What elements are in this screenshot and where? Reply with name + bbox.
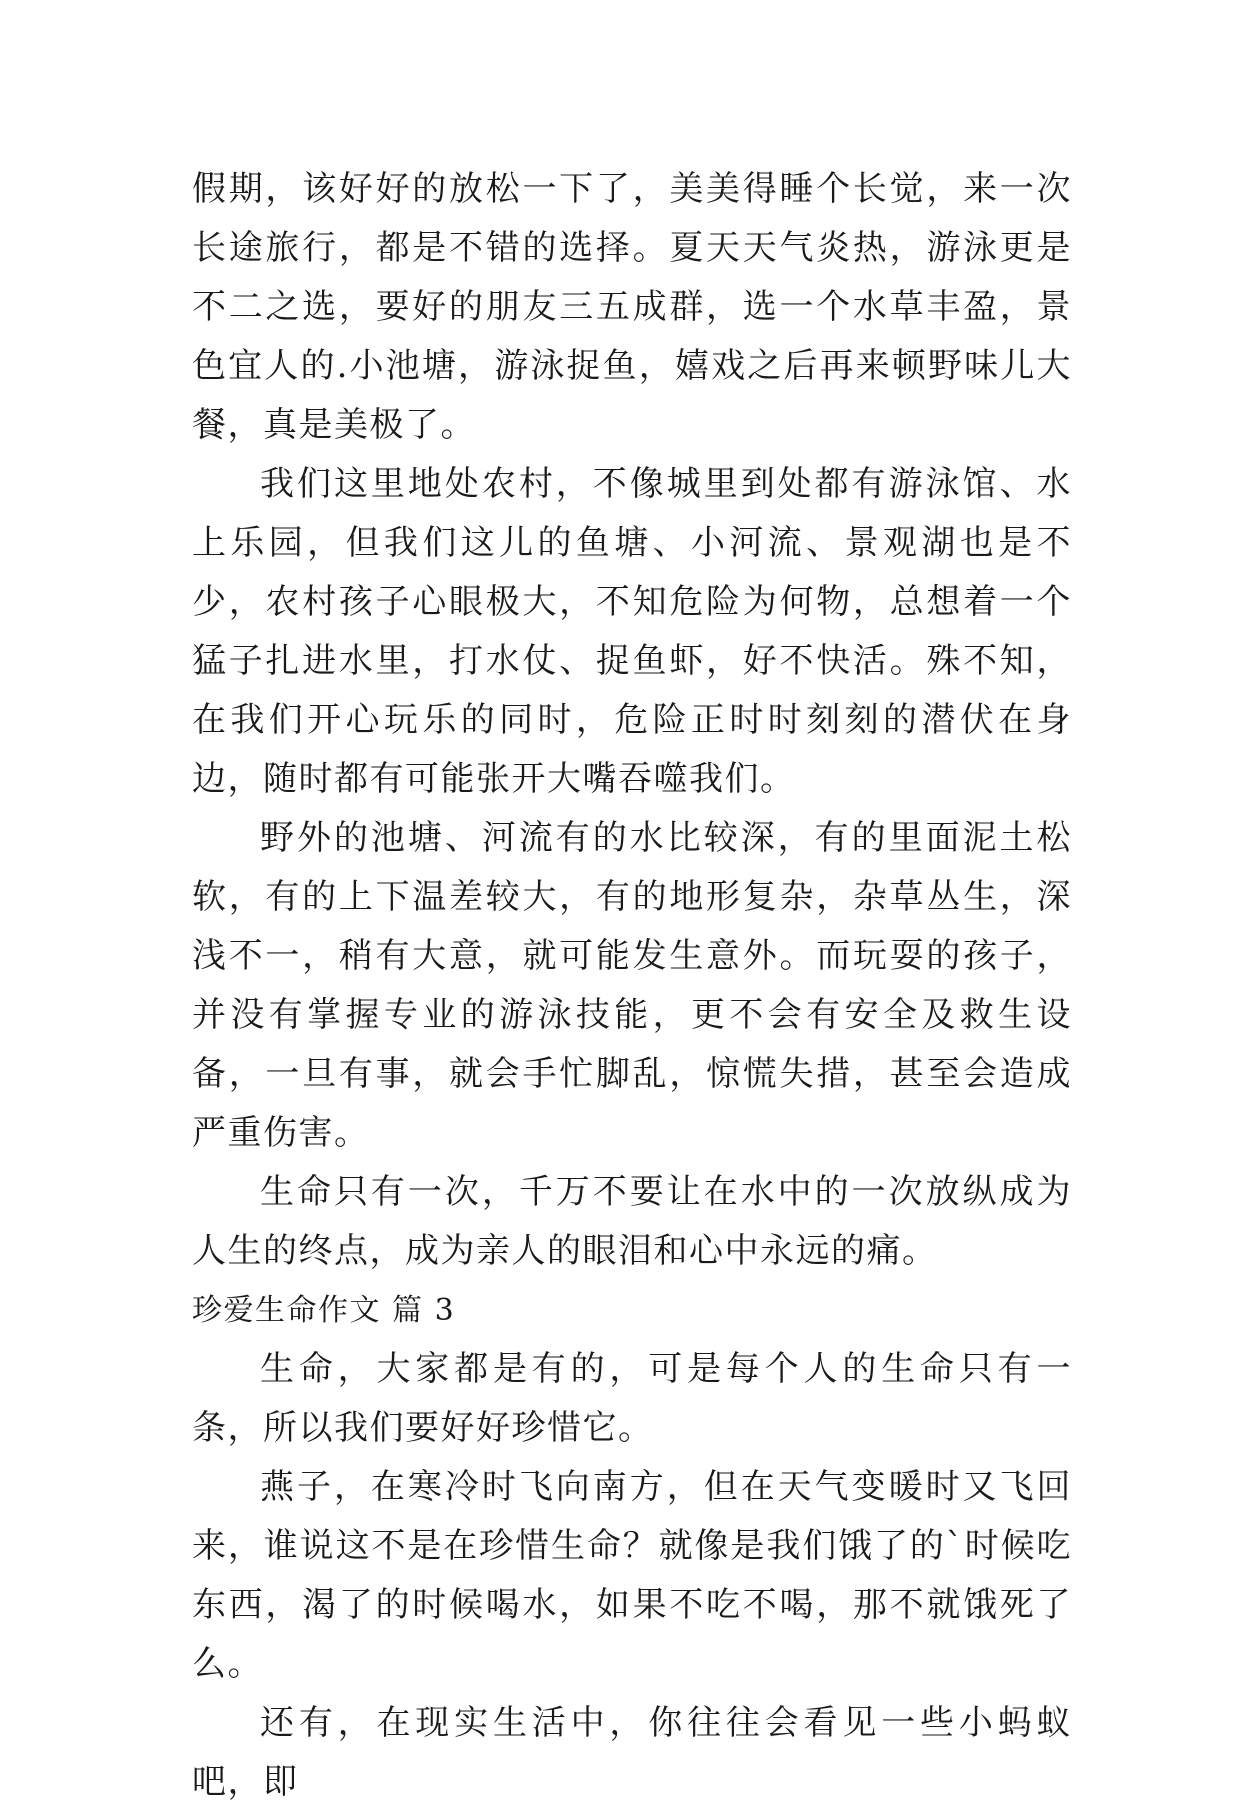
paragraph-7: 还有，在现实生活中，你往往会看见一些小蚂蚁吧，即 [192,1703,1072,1802]
paragraph-1: 假期，该好好的放松一下了，美美得睡个长觉，来一次长途旅行，都是不错的选择。夏天天气炎热，游泳更是不二之选，要好的朋友三五成群，选一个水草丰盈，景色宜人的.小池塘，游泳捉鱼，嬉戏之后再来顿野味儿大餐，真是美极了。 [192,169,1072,445]
paragraph-6: 燕子，在寒冷时飞向南方，但在天气变暖时又飞回来，谁说这不是在珍惜生命？就像是我们饿了的`时候吃东西，渴了的时候喝水，如果不吃不喝，那不就饿死了么。 [192,1467,1072,1684]
paragraph-4: 生命只有一次，千万不要让在水中的一次放纵成为人生的终点，成为亲人的眼泪和心中永远的痛。 [192,1172,1072,1271]
paragraph-3: 野外的池塘、河流有的水比较深，有的里面泥土松软，有的上下温差较大，有的地形复杂，杂草丛生，深浅不一，稍有大意，就可能发生意外。而玩耍的孩子，并没有掌握专业的游泳技能，更不会有安全及救生设备，一旦有事，就会手忙脚乱，惊慌失措，甚至会造成严重伤害。 [192,818,1072,1153]
document-body [192,160,1072,1812]
paragraph-2: 我们这里地处农村，不像城里到处都有游泳馆、水上乐园，但我们这儿的鱼塘、小河流、景观湖也是不少，农村孩子心眼极大，不知危险为何物，总想着一个猛子扎进水里，打水仗、捉鱼虾，好不快活。殊不知，在我们开心玩乐的同时，危险正时时刻刻的潜伏在身边，随时都有可能张开大嘴吞噬我们。 [192,464,1072,799]
paragraph-5: 生命，大家都是有的，可是每个人的生命只有一条，所以我们要好好珍惜它。 [192,1349,1072,1448]
section-heading: 珍爱生命作文 篇 3 [192,1293,456,1328]
